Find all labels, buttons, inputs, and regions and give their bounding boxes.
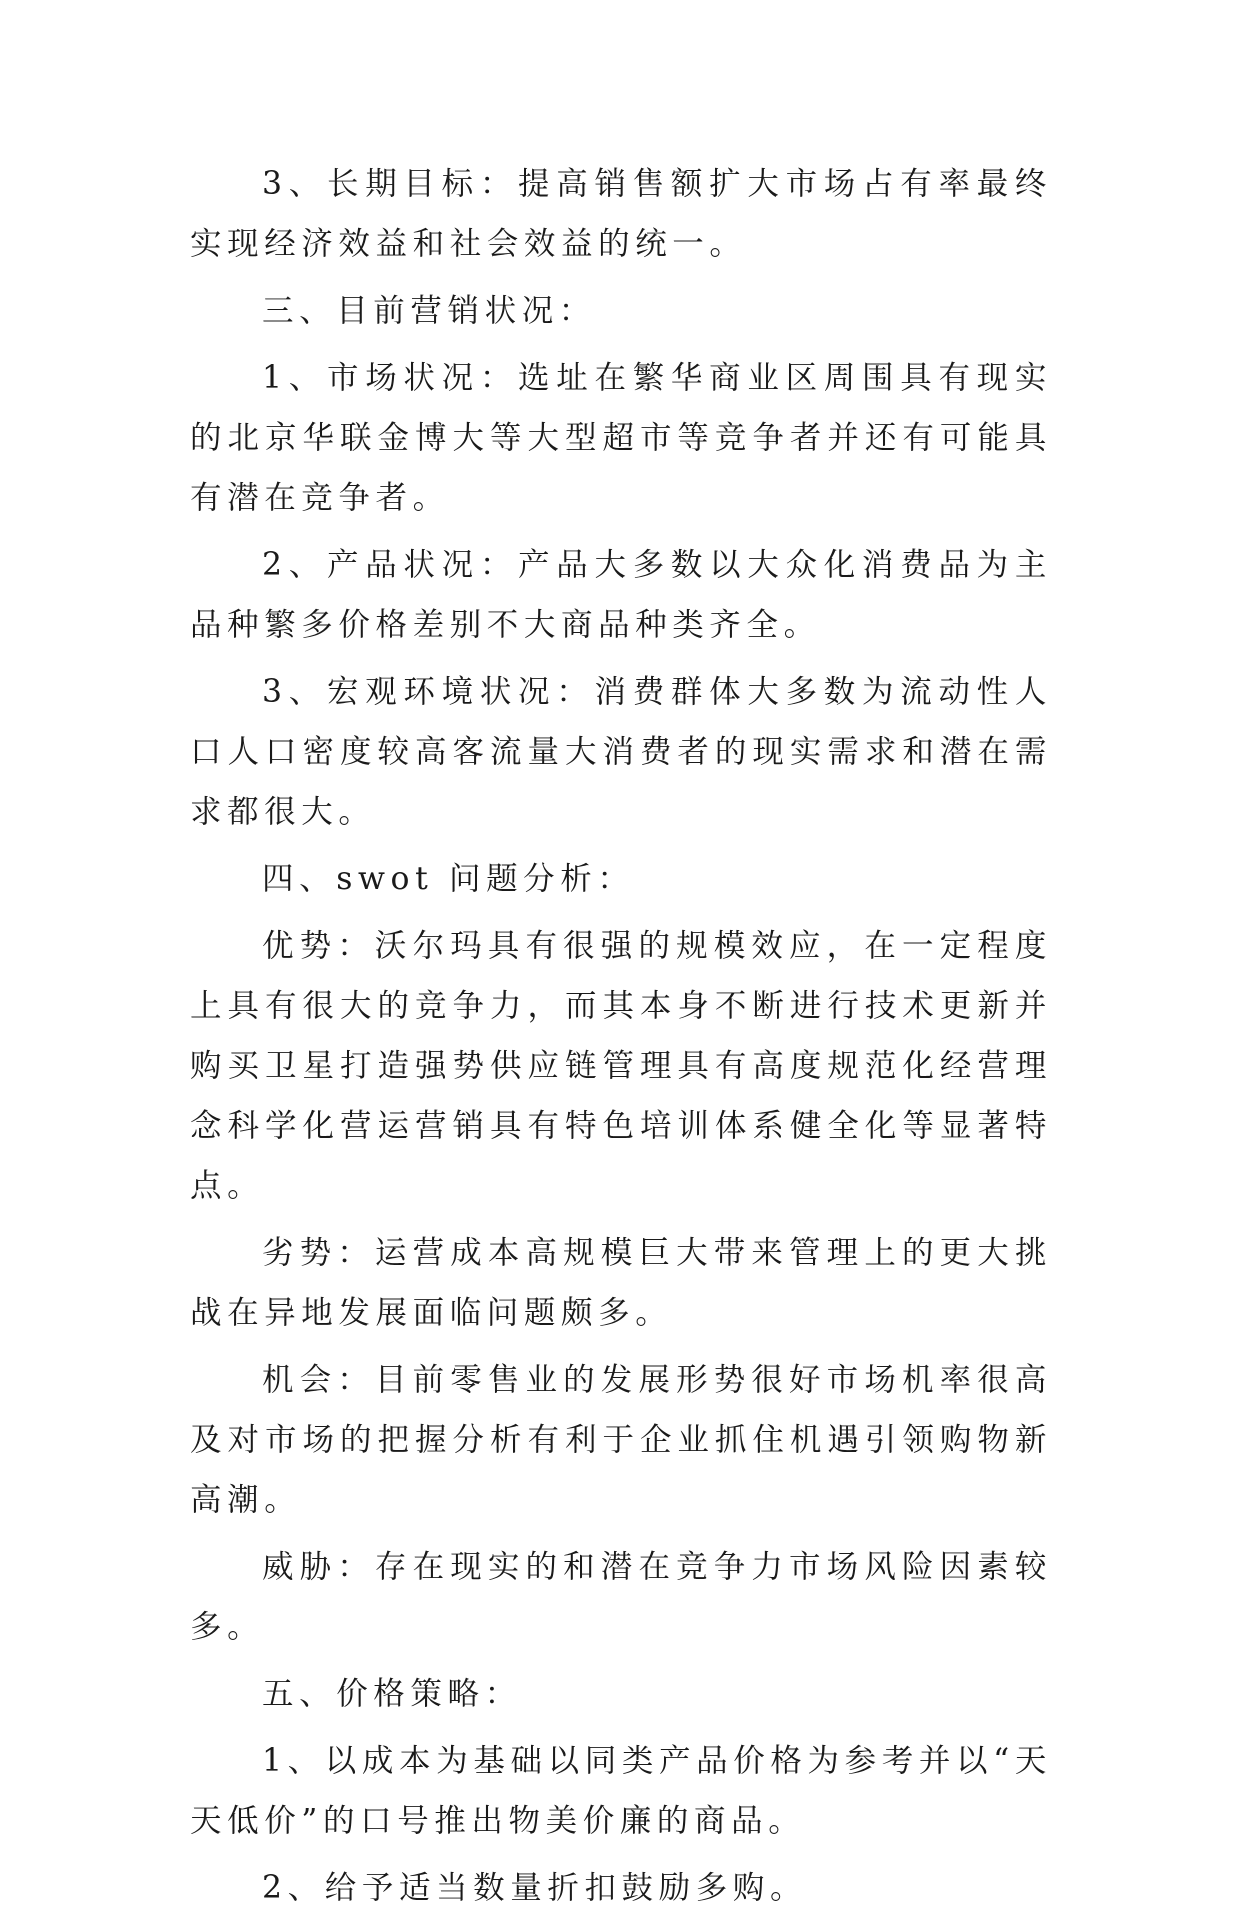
document-body [190,154,1052,1925]
paragraph-threats: 威胁：存在现实的和潜在竞争力市场风险因素较多。 [190,1549,1052,1645]
heading-swot-analysis: 四、swot 问题分析： [262,861,635,897]
paragraph-quantity-discount: 2、给予适当数量折扣鼓励多购。 [262,1870,808,1906]
paragraph-product-status: 2、产品状况：产品大多数以大众化消费品为主品种繁多价格差别不大商品种类齐全。 [190,547,1052,643]
paragraph-macro-environment: 3、宏观环境状况：消费群体大多数为流动性人口人口密度较高客流量大消费者的现实需求和潜在需求都很大。 [190,674,1052,830]
heading-pricing-strategy: 五、价格策略： [262,1676,522,1712]
paragraph-long-term-goal: 3、长期目标：提高销售额扩大市场占有率最终实现经济效益和社会效益的统一。 [190,166,1052,262]
paragraph-strengths: 优势：沃尔玛具有很强的规模效应，在一定程度上具有很大的竞争力，而其本身不断进行技术更新并购买卫星打造强势供应链管理具有高度规范化经营理念科学化营运营销具有特色培训体系健全化等显著特点。 [190,928,1052,1204]
paragraph-pricing-basis: 1、以成本为基础以同类产品价格为参考并以“天天低价”的口号推出物美价廉的商品。 [190,1743,1052,1839]
paragraph-weaknesses: 劣势：运营成本高规模巨大带来管理上的更大挑战在异地发展面临问题颇多。 [190,1235,1052,1331]
paragraph-market-status: 1、市场状况：选址在繁华商业区周围具有现实的北京华联金博大等大型超市等竞争者并还有可能具有潜在竞争者。 [190,360,1052,516]
paragraph-opportunities: 机会：目前零售业的发展形势很好市场机率很高及对市场的把握分析有利于企业抓住机遇引领购物新高潮。 [190,1362,1052,1518]
heading-current-marketing-status: 三、目前营销状况： [262,293,596,329]
